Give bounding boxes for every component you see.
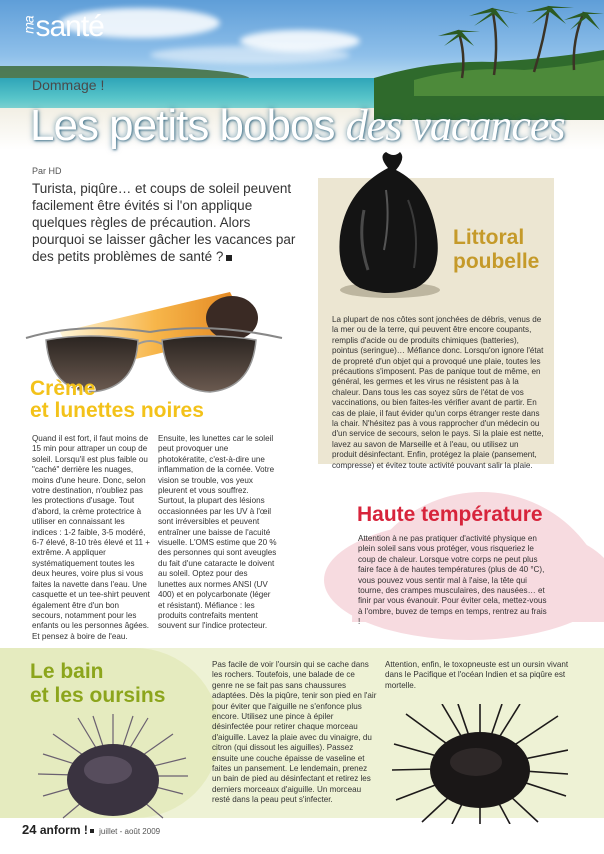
littoral-title-line1: Littoral <box>453 226 525 249</box>
page-number: 24 <box>22 822 37 837</box>
bain-title-line1: Le bain <box>30 660 104 683</box>
haute-title: Haute température <box>357 503 543 526</box>
byline: Par HD <box>32 166 62 176</box>
page-title <box>30 100 565 151</box>
littoral-body: La plupart de nos côtes sont jonchées de débris, venus de la mer ou de la terre, qui peuvent être encore coupants, remplis d'acide ou de produits chimiques (batteries), pointus (seringue)… Méfiance donc. Lorsqu'on ignore l'état de propreté d'un objet qui a provoqué une plaie, toutes les précautions s'imposent. Pas de panique tout de même, en général, les germes et les virus ne résistent pas à la chaleur. Dans tous les cas soyez sûrs de l'état de vos vaccinations, ou bien faites-les vérifier avant de partir. En cas de plaie, il faut évider qu'un corps étranger reste dans la chair. N'hésitez pas à vous rapprocher d'un médecin ou d'un service de secours, selon le pays. Si la plaie est nette, lavez au savon de Marseille et à l'eau, ou utilisez un produit désinfectant. Enfin, protégez la plaie (pansement, compresse) et évitez toute activité pouvant salir la plaie. <box>332 315 544 470</box>
littoral-title <box>453 226 539 274</box>
cloud-shape <box>150 46 350 64</box>
bain-column-2: Attention, enfin, le toxopneuste est un oursin vivant dans le Pacifique et l'océan Indien et sa piqûre est mortelle. <box>385 660 569 690</box>
creme-column-2: Ensuite, les lunettes car le soleil peut provoquer une photokératite, c'est-à-dire une inflammation de la cornée. Votre vision se trouble, vos yeux pleurent et vous souffrez. Surtout, la plupart des lésions occasionnées par les UV à l'œil sont irréversibles et peuvent entraîner une baisse de l'acuité visuelle. L'OMS estime que 20 % des personnes qui sont aveugles du fait d'une cataracte le doivent au soleil. Optez pour des lunettes aux normes ANSI (UV 400) et en polycarbonate (léger et résistant). Méfiance : les produits contrefaits mentent souvent sur l'indice protecteur. <box>158 434 277 631</box>
kicker: Dommage ! <box>32 77 105 93</box>
trash-bag-image <box>328 150 450 300</box>
bain-title <box>30 660 165 708</box>
bain-title-line2: et les oursins <box>30 684 166 707</box>
section-tag-big: santé <box>35 10 104 43</box>
section-tag-small: ma <box>20 16 37 34</box>
intro-paragraph <box>32 180 302 265</box>
bain-column-1: Pas facile de voir l'oursin qui se cache dans les rochers. Toutefois, une balade de ce genre ne se fait pas sans chaussures adaptées. Dès la piqûre, tenir son pied en l'air pour éviter que l'aiguille ne s'enfonce plus encore. Utilisez une pince à épiler désinfectée pour retirer chaque morceau d'aiguille. Lavez la plaie avec du vinaigre, du citron (qui dissout les aiguilles). Passez ensuite une couche épaisse de vaseline et faites un pansement. Le lendemain, prenez un bain de pied au désinfectant et retirez les derniers morceaux d'aiguille. Un morceau resté dans la peau peut s'infecter. <box>212 660 377 805</box>
intro-text: Turista, piqûre… et coups de soleil peuvent facilement être évités si l'on applique quelques règles de précaution. Alors pourquoi se laisser gâcher les vacances par des petits problèmes de santé ? <box>32 181 296 264</box>
littoral-title-line2: poubelle <box>453 250 540 273</box>
separator-square-icon <box>90 829 94 833</box>
page-footer <box>22 822 160 837</box>
creme-title-line2: et lunettes noires <box>30 399 204 422</box>
issue-date: juillet - août 2009 <box>99 827 161 836</box>
end-square-icon <box>226 255 232 261</box>
creme-title-line1: Crème <box>30 377 96 400</box>
creme-column-1: Quand il est fort, il faut moins de 15 min pour attraper un coup de soleil. Lorsqu'il est plus faible ou "caché" derrière les nuages, moins d'une heure. Donc, selon votre destination, n'oubliez pas les protections d'usage. Tout d'abord, la crème protectrice à utiliser en connaissant les indices : 1-2 faible, 3-5 modéré, 6-7 élevé, 8-10 très élevé et 11 + extrême. A appliquer systématiquement toutes les deux heures, voire plus si vous faites la navette dans l'eau. Une casquette et un tee-shirt peuvent également être d'un bon secours, notamment pour les enfants ou les personnes âgées. Et pensez à boire de l'eau. <box>32 434 150 641</box>
title-plain: Les petits bobos <box>30 101 346 150</box>
haute-body: Attention à ne pas pratiquer d'activité physique en plein soleil sans vous protéger, vous risqueriez le coup de chaleur. Lorsque votre corps ne peut plus faire face à de hautes températures (plus de 40 °C), vous pouvez vous sentir mal à l'aise, la tête qui tourne, des crampes musculaires, des nausées… et finir par vous évanouir. Pour éviter cela, mettez-vous à l'ombre, buvez de temps en temps, rentrez au frais ! <box>358 534 547 627</box>
section-tag <box>18 10 104 44</box>
magazine-name <box>40 823 96 837</box>
title-italic: des vacances <box>345 101 565 150</box>
magazine-name-text: anform ! <box>39 823 88 837</box>
sea-urchin-image <box>392 704 568 824</box>
sea-urchin-image <box>38 714 188 824</box>
creme-title <box>30 378 204 422</box>
